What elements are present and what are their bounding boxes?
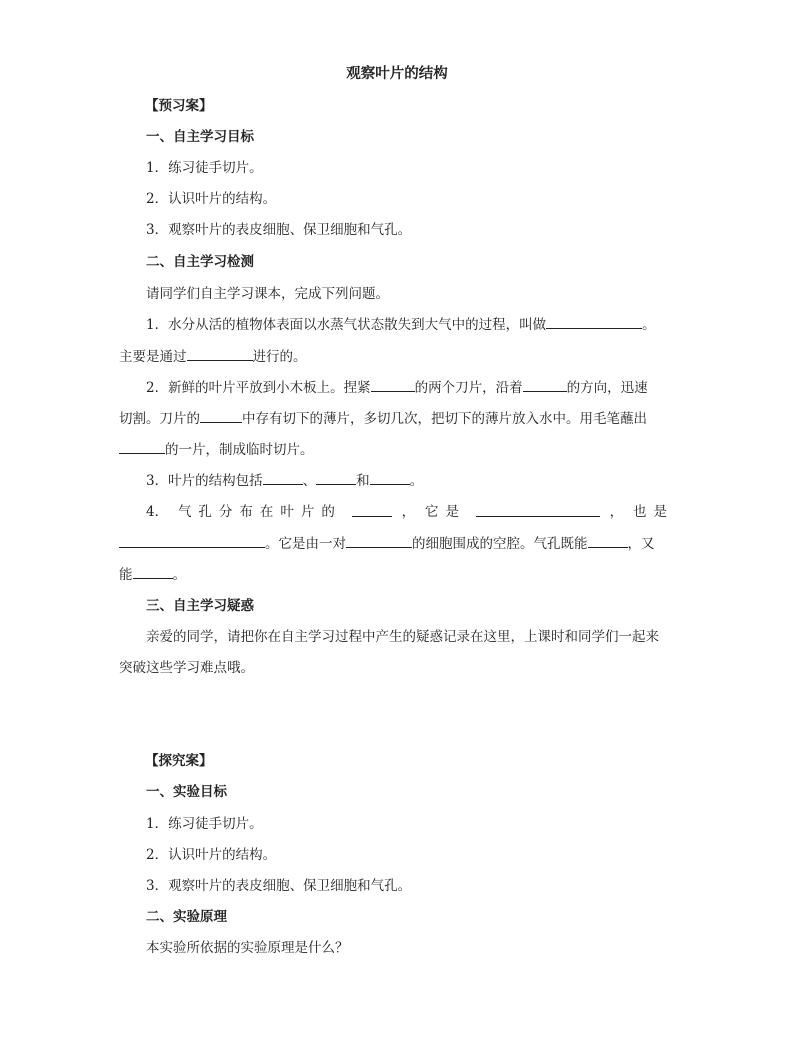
explore-goal-3: 3．观察叶片的表皮细胞、保卫细胞和气孔。	[146, 878, 412, 894]
preview-section-1-title: 一、自主学习目标	[146, 129, 254, 145]
question-4-text-a: 气孔分布在叶片的	[177, 504, 342, 520]
question-4-text-g: 的细胞围成的空腔。气孔既能	[412, 536, 588, 552]
answer-blank[interactable]	[133, 564, 173, 579]
explore-section-1-title: 一、实验目标	[146, 784, 227, 800]
question-1-line-2	[119, 346, 307, 367]
question-4-text-h: ，又	[627, 536, 655, 552]
answer-blank[interactable]	[119, 439, 165, 454]
answer-blank[interactable]	[370, 470, 410, 485]
question-2-text-b: 的两个刀片，沿着	[414, 380, 523, 396]
answer-blank[interactable]	[346, 533, 412, 548]
question-3-line	[146, 470, 423, 491]
page-title: 观察叶片的结构	[346, 65, 448, 82]
answer-blank[interactable]	[200, 408, 242, 423]
preview-section-2-title: 二、自主学习检测	[146, 254, 254, 270]
explore-goal-1: 1．练习徒手切片。	[146, 816, 263, 832]
question-4-text-e: 也是	[633, 504, 674, 520]
answer-blank[interactable]	[588, 533, 628, 548]
question-2-text-a: 2．新鲜的叶片平放到小木板上。捏紧	[146, 380, 371, 396]
question-4-text-j: 。	[172, 567, 186, 583]
question-1-text-c: 主要是通过	[119, 349, 187, 365]
answer-blank[interactable]	[316, 470, 356, 485]
answer-blank[interactable]	[263, 470, 303, 485]
question-2-text-d: 切割。刀片的	[119, 411, 200, 427]
answer-blank[interactable]	[523, 377, 567, 392]
answer-blank[interactable]	[352, 502, 392, 517]
question-2-text-f: 的一片，制成临时切片。	[165, 442, 314, 458]
explore-heading: 【探究案】	[145, 753, 213, 769]
question-4-text-b: ，	[401, 504, 416, 520]
answer-blank[interactable]	[476, 502, 600, 517]
question-2-text-e: 中存有切下的薄片，多切几次，把切下的薄片放入水中。用毛笔蘸出	[242, 411, 647, 427]
question-3-text-c: 和	[356, 473, 370, 489]
answer-blank[interactable]	[371, 377, 415, 392]
preview-goal-3: 3．观察叶片的表皮细胞、保卫细胞和气孔。	[146, 222, 412, 238]
question-1-text-b: 。	[642, 317, 656, 333]
explore-goal-2: 2．认识叶片的结构。	[146, 847, 277, 863]
question-4-line-1	[119, 502, 674, 522]
question-2-line-2	[119, 408, 647, 429]
question-4-line-2	[119, 533, 655, 554]
answer-blank[interactable]	[546, 314, 642, 329]
question-3-text-a: 3．叶片的结构包括	[146, 473, 263, 489]
explore-section-2-title: 二、实验原理	[146, 909, 227, 925]
answer-blank[interactable]	[187, 346, 253, 361]
preview-heading: 【预习案】	[145, 98, 213, 114]
question-4-line-3	[119, 564, 186, 585]
preview-section-3-title: 三、自主学习疑惑	[146, 598, 254, 614]
question-1-text-a: 1．水分从活的植物体表面以水蒸气状态散失到大气中的过程，叫做	[146, 317, 547, 333]
principle-question: 本实验所依据的实验原理是什么？	[146, 940, 349, 956]
preview-goal-2: 2．认识叶片的结构。	[146, 191, 277, 207]
doubt-text-line-1: 亲爱的同学，请把你在自主学习过程中产生的疑惑记录在这里，上课时和同学们一起来	[146, 629, 659, 645]
question-4-text-c: 它是	[424, 504, 466, 520]
question-4-text-i: 能	[119, 567, 133, 583]
preview-intro: 请同学们自主学习课本，完成下列问题。	[146, 286, 389, 302]
answer-blank[interactable]	[119, 533, 265, 548]
question-2-line-3	[119, 439, 314, 460]
question-4-text-f: 。它是由一对	[265, 536, 346, 552]
question-3-text-d: 。	[409, 473, 424, 489]
doubt-text-line-2: 突破这些学习难点哦。	[119, 660, 254, 676]
question-1-line-1	[146, 314, 656, 335]
question-3-text-b: 、	[302, 473, 317, 489]
question-1-text-d: 进行的。	[252, 349, 307, 365]
question-4-text-d: ，	[609, 504, 624, 520]
question-4-number: 4．	[146, 504, 169, 520]
question-2-text-c: 的方向，迅速	[566, 380, 648, 396]
preview-goal-1: 1．练习徒手切片。	[146, 160, 263, 176]
question-2-line-1	[146, 377, 648, 398]
